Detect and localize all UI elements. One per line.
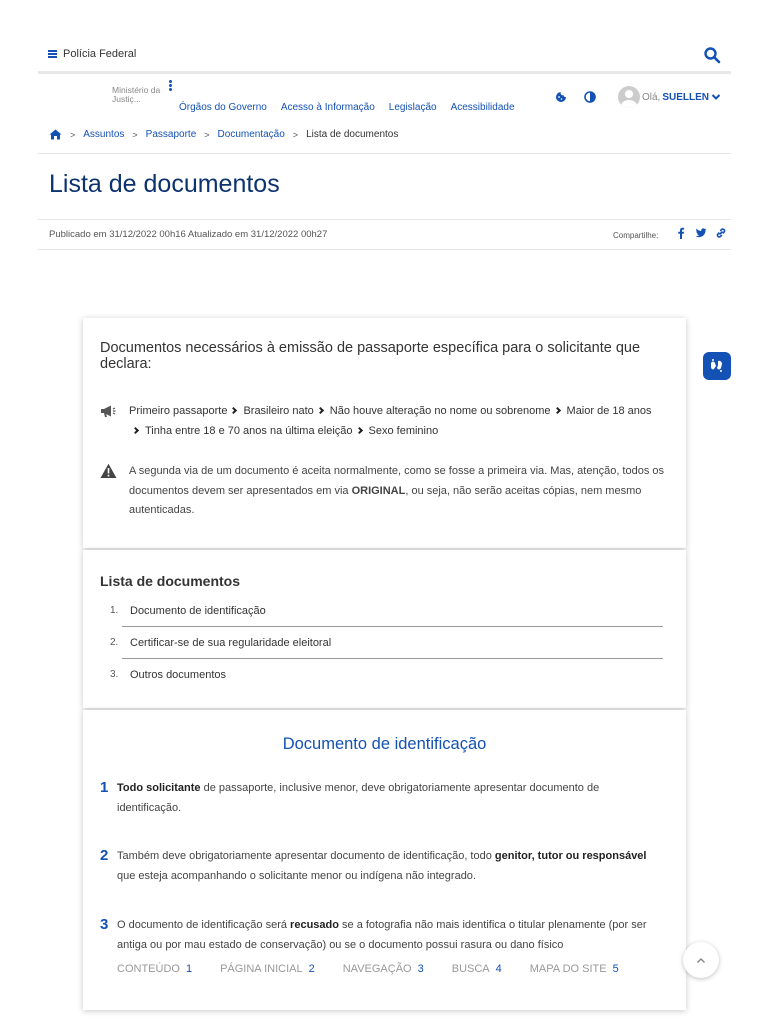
- intro-title: Documentos necessários à emissão de passaporte específica para o solicitante que declara:: [100, 340, 641, 372]
- breadcrumb-separator: >: [204, 129, 210, 140]
- paragraph-text-part: Também deve obrigatoriamente apresentar documento de identificação, todo: [117, 850, 495, 862]
- nav-link-legislacao[interactable]: Legislação: [388, 102, 437, 113]
- shortcut-key: 2: [308, 963, 315, 975]
- path-step: Maior de 18 anos: [566, 405, 652, 417]
- chevron-down-icon: [711, 93, 721, 101]
- path-step: Tinha entre 18 e 70 anos na última eleição: [145, 424, 353, 437]
- megaphone-icon: [100, 404, 116, 418]
- chevron-up-icon: [696, 957, 706, 964]
- page-title: Lista de documentos: [49, 170, 280, 198]
- breadcrumb-documentacao[interactable]: Documentação: [217, 129, 285, 140]
- paragraph-text-part: O documento de identificação será: [117, 919, 291, 931]
- shortcut-label: BUSCA: [451, 963, 490, 975]
- paragraph-text-part: de passaporte, inclusive menor, deve obrigatoriamente apresentar documento de identificação.: [117, 782, 600, 814]
- list-item-number: 2.: [110, 637, 119, 648]
- user-name: SUELLEN: [662, 91, 710, 103]
- link-icon[interactable]: [715, 227, 727, 239]
- cookie-icon[interactable]: [555, 91, 567, 103]
- list-item-label: Documento de identificação: [130, 604, 266, 617]
- ministry-label: Ministério da Justiç...: [112, 85, 161, 104]
- publication-info: Publicado em 31/12/2022 00h16 Atualizado em 31/12/2022 00h27: [49, 229, 328, 240]
- shortcut-label: CONTEÚDO: [117, 963, 180, 975]
- divider: [38, 219, 731, 220]
- vlibras-accessibility-button[interactable]: [703, 352, 731, 380]
- user-menu-button[interactable]: [618, 86, 721, 108]
- warning-text-part: , ou seja, não serão aceitas cópias, nem mesmo autenticadas.: [129, 484, 642, 516]
- warning-text-part: A segunda via de um documento é aceita normalmente, como se fosse a primeira via. Mas, atenção, todos os documentos devem ser apresentados em via: [129, 465, 665, 497]
- paragraph-text: [117, 779, 660, 818]
- home-icon[interactable]: [49, 129, 62, 140]
- nav-link-orgaos[interactable]: Órgãos do Governo: [179, 102, 267, 113]
- shortcut-key: 5: [612, 963, 619, 975]
- top-bar: [38, 40, 731, 74]
- sign-language-icon: [708, 357, 726, 375]
- list-item-label: Certificar-se de sua regularidade eleitoral: [130, 636, 332, 649]
- chevron-right-icon: [317, 407, 324, 414]
- greeting: Olá,: [642, 91, 661, 103]
- path-step: Não houve alteração no nome ou sobrenome: [329, 405, 551, 417]
- avatar: [618, 86, 640, 108]
- paragraph-bold: recusado: [290, 919, 339, 931]
- shortcut-pagina-inicial[interactable]: [220, 963, 315, 975]
- paragraph-text-part: se a fotografia não mais identifica o titular plenamente (por ser antiga ou por mau estado de conservação) ou se o documento possui rasura ou dano físico: [117, 919, 647, 951]
- warning-icon: [100, 463, 117, 479]
- chevron-right-icon: [132, 426, 139, 433]
- hamburger-icon: [48, 50, 57, 58]
- path-step: Sexo feminino: [368, 424, 439, 437]
- shortcut-busca[interactable]: [452, 963, 502, 975]
- facebook-icon[interactable]: [675, 227, 687, 239]
- warning-text: [129, 462, 669, 521]
- document-list: [106, 595, 663, 690]
- gov-nav-links: [179, 102, 515, 113]
- path-step: Primeiro passaporte: [129, 405, 228, 417]
- paragraph-number: 3: [100, 916, 109, 933]
- paragraph-bold: genitor, tutor ou responsável: [494, 850, 647, 862]
- shortcut-label: NAVEGAÇÃO: [342, 963, 412, 975]
- shortcut-label: PÁGINA INICIAL: [220, 963, 303, 975]
- paragraph-text-part: que esteja acompanhando o solicitante menor ou indígena não integrado.: [117, 869, 476, 882]
- site-name: Polícia Federal: [63, 48, 137, 60]
- paragraph-bold: Todo solicitante: [117, 782, 201, 794]
- breadcrumb: [49, 129, 398, 140]
- shortcut-key: 4: [495, 963, 502, 975]
- nav-link-acesso-informacao[interactable]: Acesso à Informação: [280, 102, 375, 113]
- shortcut-navegacao[interactable]: [343, 963, 424, 975]
- shortcut-conteudo[interactable]: [117, 963, 192, 975]
- warning-original: ORIGINAL: [351, 484, 406, 497]
- breadcrumb-separator: >: [70, 129, 76, 140]
- breadcrumb-current: Lista de documentos: [306, 129, 399, 140]
- applicant-path: [129, 402, 664, 441]
- more-options-icon[interactable]: [166, 80, 174, 94]
- shortcut-mapa-do-site[interactable]: [530, 963, 619, 975]
- chevron-right-icon: [355, 426, 362, 433]
- chevron-right-icon: [553, 407, 560, 414]
- numbered-paragraph: [100, 916, 660, 955]
- share-icons: [675, 227, 727, 239]
- chevron-right-icon: [230, 407, 237, 414]
- accessibility-shortcuts: [117, 963, 647, 975]
- shortcut-label: MAPA DO SITE: [529, 963, 607, 975]
- breadcrumb-assuntos[interactable]: Assuntos: [83, 129, 125, 140]
- nav-link-acessibilidade[interactable]: Acessibilidade: [450, 102, 515, 113]
- list-item-number: 3.: [110, 669, 119, 680]
- section-title: Documento de identificação: [282, 735, 487, 753]
- breadcrumb-passaporte[interactable]: Passaporte: [145, 129, 197, 140]
- document-list-title: Lista de documentos: [100, 573, 241, 589]
- twitter-icon[interactable]: [695, 227, 707, 239]
- divider: [38, 249, 731, 250]
- list-item[interactable]: [106, 659, 663, 690]
- back-to-top-button[interactable]: [683, 942, 719, 978]
- search-icon[interactable]: [703, 46, 721, 64]
- breadcrumb-separator: >: [132, 129, 138, 140]
- paragraph-number: 1: [100, 779, 109, 796]
- breadcrumb-separator: >: [292, 129, 299, 140]
- paragraph-text: [117, 847, 660, 886]
- share-label: Compartilhe:: [613, 231, 659, 240]
- contrast-icon[interactable]: [584, 91, 596, 103]
- numbered-paragraph: [100, 779, 660, 818]
- path-step: Brasileiro nato: [243, 405, 314, 417]
- paragraph-text: [117, 916, 660, 955]
- list-item[interactable]: [106, 627, 663, 658]
- list-item[interactable]: [106, 595, 663, 626]
- paragraph-number: 2: [100, 847, 109, 864]
- list-item-number: 1.: [110, 605, 119, 616]
- main-menu-button[interactable]: [48, 46, 136, 62]
- list-item-label: Outros documentos: [130, 668, 226, 681]
- shortcut-key: 1: [185, 963, 193, 975]
- divider: [38, 153, 731, 154]
- numbered-paragraph: [100, 847, 660, 886]
- shortcut-key: 3: [417, 963, 424, 975]
